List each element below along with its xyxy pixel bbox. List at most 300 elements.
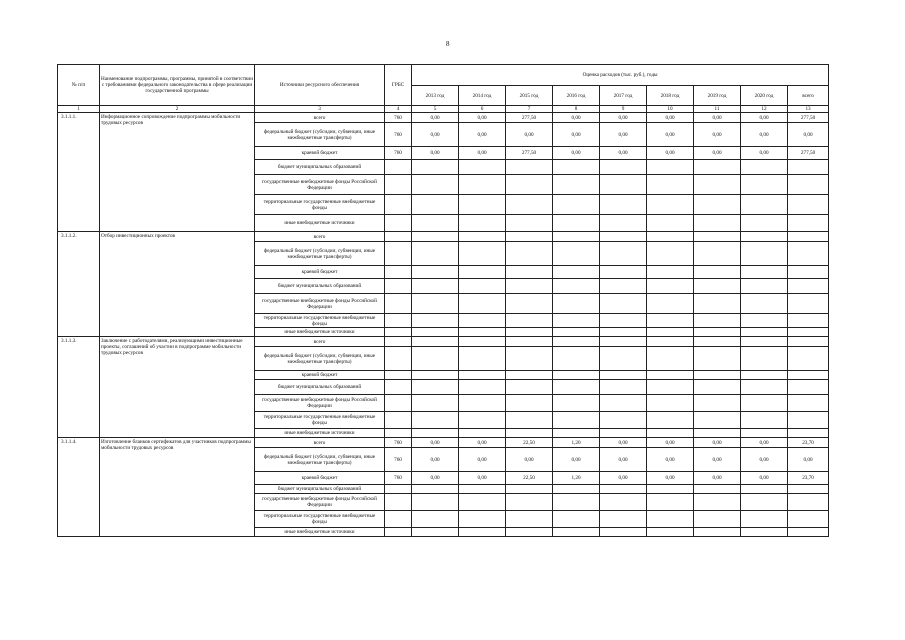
source-cell: федеральный бюджет (субсидии, субвенции, иные межбюджетные трансферты)	[255, 347, 385, 371]
grbs-cell	[385, 328, 412, 337]
value-cell	[459, 279, 506, 294]
value-cell	[741, 429, 788, 438]
header-index-cell: 8	[553, 106, 600, 113]
value-cell	[412, 347, 459, 371]
value-cell: 0,00	[459, 113, 506, 123]
header-index-cell: 4	[385, 106, 412, 113]
value-cell	[459, 175, 506, 195]
value-cell	[553, 494, 600, 511]
value-cell	[647, 215, 694, 232]
table-row	[58, 232, 829, 242]
value-cell	[600, 429, 647, 438]
grbs-cell	[385, 429, 412, 438]
grbs-cell	[385, 314, 412, 328]
section-name: Заключение с работодателями, реализующими инвестиционные проекты, соглашений об участии в подпрограмме мобильности трудовых ресурсов	[100, 337, 255, 438]
value-cell: 0,00	[647, 113, 694, 123]
value-cell	[412, 294, 459, 314]
value-cell	[741, 314, 788, 328]
value-cell	[459, 347, 506, 371]
header-index-cell: 2	[100, 106, 255, 113]
value-cell	[459, 215, 506, 232]
value-cell	[694, 160, 741, 175]
value-cell	[741, 412, 788, 429]
value-cell	[600, 337, 647, 347]
table-row	[58, 438, 829, 448]
value-cell: 0,00	[600, 438, 647, 448]
value-cell	[459, 395, 506, 412]
value-cell	[600, 347, 647, 371]
table-body	[58, 65, 829, 537]
value-cell: 0,00	[553, 123, 600, 147]
grbs-cell	[385, 242, 412, 266]
value-cell	[459, 314, 506, 328]
grbs-cell	[385, 279, 412, 294]
value-cell	[553, 215, 600, 232]
value-cell: 0,00	[506, 448, 553, 472]
source-cell: бюджет муниципальных образований	[255, 160, 385, 175]
value-cell	[741, 528, 788, 537]
value-cell: 277,50	[506, 147, 553, 160]
value-cell	[412, 175, 459, 195]
value-cell	[600, 195, 647, 215]
value-cell	[788, 314, 829, 328]
value-cell: 0,00	[459, 123, 506, 147]
value-cell	[741, 494, 788, 511]
source-cell: территориальные государственные внебюджетные фонды	[255, 511, 385, 528]
value-cell	[647, 429, 694, 438]
value-cell	[741, 511, 788, 528]
value-cell	[459, 429, 506, 438]
value-cell	[506, 232, 553, 242]
section-name: Отбор инвестиционных проектов	[100, 232, 255, 337]
value-cell	[788, 175, 829, 195]
grbs-cell	[385, 266, 412, 279]
header-index-cell: 5	[412, 106, 459, 113]
value-cell: 0,00	[647, 472, 694, 485]
value-cell	[459, 328, 506, 337]
source-cell: бюджет муниципальных образований	[255, 279, 385, 294]
value-cell	[459, 294, 506, 314]
value-cell	[788, 160, 829, 175]
section-name: Изготовление бланков сертификатов для участников подпрограммы мобильности трудовых ресурсов	[100, 438, 255, 537]
value-cell	[741, 347, 788, 371]
grbs-cell	[385, 380, 412, 395]
value-cell	[553, 337, 600, 347]
value-cell	[694, 528, 741, 537]
value-cell	[788, 429, 829, 438]
header-index-cell: 1	[58, 106, 100, 113]
value-cell	[412, 215, 459, 232]
value-cell	[506, 266, 553, 279]
source-cell: федеральный бюджет (субсидии, субвенции, иные межбюджетные трансферты)	[255, 448, 385, 472]
value-cell: 0,00	[412, 147, 459, 160]
value-cell	[412, 314, 459, 328]
value-cell	[506, 160, 553, 175]
value-cell	[600, 175, 647, 195]
value-cell	[412, 380, 459, 395]
value-cell	[600, 494, 647, 511]
value-cell: 0,00	[694, 448, 741, 472]
section-code: 3.1.1.3.	[58, 337, 100, 438]
value-cell	[600, 528, 647, 537]
value-cell	[600, 314, 647, 328]
value-cell	[788, 266, 829, 279]
value-cell	[553, 160, 600, 175]
grbs-cell	[385, 485, 412, 494]
value-cell: 23,70	[788, 472, 829, 485]
value-cell	[553, 314, 600, 328]
value-cell	[600, 485, 647, 494]
header-year: 2019 год	[694, 86, 741, 106]
value-cell	[694, 294, 741, 314]
value-cell	[741, 266, 788, 279]
source-cell: государственные внебюджетные фонды Российской Федерации	[255, 494, 385, 511]
value-cell	[412, 232, 459, 242]
value-cell: 0,00	[694, 113, 741, 123]
header-year: 2014 год	[459, 86, 506, 106]
value-cell	[741, 328, 788, 337]
value-cell	[647, 337, 694, 347]
value-cell: 0,00	[741, 448, 788, 472]
value-cell	[459, 266, 506, 279]
value-cell	[506, 412, 553, 429]
value-cell	[412, 511, 459, 528]
grbs-cell	[385, 412, 412, 429]
value-cell	[694, 371, 741, 380]
source-cell: территориальные государственные внебюджетные фонды	[255, 412, 385, 429]
value-cell	[694, 485, 741, 494]
table-row	[58, 113, 829, 123]
value-cell	[412, 429, 459, 438]
value-cell	[459, 232, 506, 242]
header-index-cell: 9	[600, 106, 647, 113]
value-cell	[647, 266, 694, 279]
grbs-cell	[385, 195, 412, 215]
value-cell	[553, 395, 600, 412]
value-cell	[600, 328, 647, 337]
value-cell	[506, 279, 553, 294]
value-cell	[553, 195, 600, 215]
value-cell	[506, 485, 553, 494]
value-cell	[694, 511, 741, 528]
value-cell	[741, 160, 788, 175]
value-cell	[741, 279, 788, 294]
table-row	[58, 337, 829, 347]
value-cell	[694, 242, 741, 266]
value-cell: 0,00	[553, 448, 600, 472]
source-cell: иные внебюджетные источники	[255, 215, 385, 232]
value-cell	[506, 494, 553, 511]
value-cell: 0,00	[741, 438, 788, 448]
value-cell	[647, 242, 694, 266]
value-cell: 0,00	[741, 123, 788, 147]
value-cell	[553, 511, 600, 528]
value-cell	[788, 511, 829, 528]
value-cell: 0,00	[741, 472, 788, 485]
source-cell: федеральный бюджет (субсидии, субвенции, иные межбюджетные трансферты)	[255, 242, 385, 266]
value-cell: 1,20	[553, 438, 600, 448]
value-cell	[553, 294, 600, 314]
value-cell	[553, 371, 600, 380]
value-cell	[553, 175, 600, 195]
value-cell	[412, 395, 459, 412]
value-cell	[506, 371, 553, 380]
value-cell	[788, 242, 829, 266]
page-number: 8	[446, 40, 450, 48]
value-cell	[694, 412, 741, 429]
source-cell: всего	[255, 113, 385, 123]
value-cell	[553, 412, 600, 429]
section-name: Информационное сопровождение подпрограммы мобильности трудовых ресурсов	[100, 113, 255, 232]
value-cell	[788, 294, 829, 314]
value-cell: 0,00	[459, 147, 506, 160]
value-cell	[459, 195, 506, 215]
grbs-cell: 760	[385, 438, 412, 448]
value-cell: 277,50	[506, 113, 553, 123]
value-cell	[788, 337, 829, 347]
grbs-cell	[385, 494, 412, 511]
value-cell	[506, 337, 553, 347]
value-cell	[553, 266, 600, 279]
grbs-cell	[385, 395, 412, 412]
value-cell	[600, 412, 647, 429]
value-cell	[694, 279, 741, 294]
value-cell	[412, 494, 459, 511]
value-cell	[694, 337, 741, 347]
value-cell	[459, 485, 506, 494]
header-year: 2018 год	[647, 86, 694, 106]
value-cell	[647, 380, 694, 395]
grbs-cell	[385, 160, 412, 175]
header-name: Наименование подпрограммы, программы, принятой в соответствии с требованиями федерального законодательства в сфере реализации государственной программы	[100, 65, 255, 106]
value-cell: 0,00	[788, 123, 829, 147]
grbs-cell	[385, 347, 412, 371]
value-cell	[647, 371, 694, 380]
value-cell	[694, 328, 741, 337]
header-index-row	[58, 106, 829, 113]
value-cell	[694, 314, 741, 328]
value-cell	[506, 195, 553, 215]
value-cell	[647, 485, 694, 494]
value-cell	[647, 279, 694, 294]
header-index-cell: 12	[741, 106, 788, 113]
value-cell	[741, 380, 788, 395]
value-cell	[741, 395, 788, 412]
value-cell	[694, 380, 741, 395]
value-cell	[600, 242, 647, 266]
value-cell	[600, 160, 647, 175]
value-cell: 0,00	[600, 113, 647, 123]
value-cell	[788, 380, 829, 395]
value-cell	[412, 328, 459, 337]
value-cell	[412, 485, 459, 494]
value-cell	[553, 485, 600, 494]
value-cell: 0,00	[412, 472, 459, 485]
value-cell	[788, 371, 829, 380]
value-cell	[647, 511, 694, 528]
value-cell	[459, 528, 506, 537]
value-cell	[459, 412, 506, 429]
source-cell: краевой бюджет	[255, 472, 385, 485]
header-index-cell: 11	[694, 106, 741, 113]
value-cell	[506, 429, 553, 438]
value-cell: 0,00	[412, 438, 459, 448]
value-cell	[788, 412, 829, 429]
header-grbs: ГРБС	[385, 65, 412, 106]
value-cell	[506, 380, 553, 395]
value-cell: 0,00	[647, 147, 694, 160]
value-cell	[694, 347, 741, 371]
value-cell: 0,00	[788, 448, 829, 472]
value-cell: 0,00	[741, 113, 788, 123]
source-cell: бюджет муниципальных образований	[255, 485, 385, 494]
value-cell	[600, 380, 647, 395]
value-cell	[647, 175, 694, 195]
value-cell: 0,00	[694, 123, 741, 147]
value-cell	[506, 347, 553, 371]
value-cell	[412, 195, 459, 215]
value-cell	[412, 242, 459, 266]
value-cell	[553, 232, 600, 242]
value-cell	[412, 528, 459, 537]
value-cell: 23,70	[788, 438, 829, 448]
source-cell: краевой бюджет	[255, 266, 385, 279]
source-cell: всего	[255, 232, 385, 242]
header-year: 2020 год	[741, 86, 788, 106]
value-cell	[694, 232, 741, 242]
value-cell	[694, 195, 741, 215]
grbs-cell: 760	[385, 123, 412, 147]
value-cell	[600, 215, 647, 232]
value-cell	[788, 494, 829, 511]
value-cell	[412, 337, 459, 347]
value-cell	[506, 175, 553, 195]
value-cell: 22,50	[506, 472, 553, 485]
grbs-cell	[385, 175, 412, 195]
grbs-cell	[385, 371, 412, 380]
value-cell	[788, 215, 829, 232]
value-cell	[788, 528, 829, 537]
source-cell: территориальные государственные внебюджетные фонды	[255, 195, 385, 215]
value-cell	[694, 429, 741, 438]
header-index-cell: 6	[459, 106, 506, 113]
value-cell: 0,00	[412, 448, 459, 472]
grbs-cell: 760	[385, 147, 412, 160]
value-cell	[741, 337, 788, 347]
header-index-cell: 13	[788, 106, 829, 113]
value-cell	[553, 429, 600, 438]
value-cell	[506, 395, 553, 412]
value-cell	[506, 328, 553, 337]
value-cell: 0,00	[741, 147, 788, 160]
value-cell: 0,00	[459, 448, 506, 472]
header-year: 2017 год	[600, 86, 647, 106]
value-cell: 1,20	[553, 472, 600, 485]
header-index-cell: 10	[647, 106, 694, 113]
source-cell: иные внебюджетные источники	[255, 328, 385, 337]
value-cell	[459, 160, 506, 175]
source-cell: всего	[255, 438, 385, 448]
budget-table	[57, 64, 829, 537]
value-cell	[553, 242, 600, 266]
grbs-cell	[385, 528, 412, 537]
value-cell	[506, 242, 553, 266]
header-estimate: Оценка расходов (тыс. руб.), годы	[412, 65, 829, 86]
value-cell: 0,00	[553, 147, 600, 160]
value-cell	[553, 279, 600, 294]
grbs-cell: 760	[385, 113, 412, 123]
value-cell: 0,00	[647, 438, 694, 448]
value-cell	[647, 528, 694, 537]
value-cell	[647, 232, 694, 242]
header-row-top	[58, 65, 829, 86]
source-cell: всего	[255, 337, 385, 347]
section-code: 3.1.1.1.	[58, 113, 100, 232]
header-index-cell: 7	[506, 106, 553, 113]
value-cell: 0,00	[600, 448, 647, 472]
value-cell	[694, 175, 741, 195]
grbs-cell: 760	[385, 472, 412, 485]
value-cell: 0,00	[647, 123, 694, 147]
value-cell	[600, 279, 647, 294]
value-cell	[694, 266, 741, 279]
value-cell	[694, 395, 741, 412]
value-cell: 0,00	[647, 448, 694, 472]
grbs-cell	[385, 337, 412, 347]
grbs-cell	[385, 511, 412, 528]
value-cell	[647, 314, 694, 328]
section-code: 3.1.1.4.	[58, 438, 100, 537]
value-cell	[459, 242, 506, 266]
header-year: 2013 год	[412, 86, 459, 106]
value-cell	[788, 232, 829, 242]
section-code: 3.1.1.2.	[58, 232, 100, 337]
value-cell	[600, 511, 647, 528]
value-cell	[788, 395, 829, 412]
header-year: 2015 год	[506, 86, 553, 106]
value-cell	[459, 380, 506, 395]
source-cell: краевой бюджет	[255, 371, 385, 380]
value-cell	[741, 175, 788, 195]
value-cell	[788, 485, 829, 494]
value-cell	[553, 347, 600, 371]
value-cell	[788, 328, 829, 337]
value-cell	[600, 395, 647, 412]
value-cell	[647, 160, 694, 175]
value-cell	[741, 195, 788, 215]
value-cell: 0,00	[459, 438, 506, 448]
value-cell	[553, 328, 600, 337]
value-cell	[506, 314, 553, 328]
source-cell: иные внебюджетные источники	[255, 429, 385, 438]
value-cell	[647, 412, 694, 429]
value-cell: 277,50	[788, 113, 829, 123]
value-cell: 0,00	[600, 123, 647, 147]
grbs-cell	[385, 215, 412, 232]
value-cell	[741, 485, 788, 494]
value-cell: 0,00	[600, 147, 647, 160]
value-cell	[459, 511, 506, 528]
value-cell	[600, 266, 647, 279]
value-cell	[459, 494, 506, 511]
value-cell	[506, 215, 553, 232]
value-cell	[600, 371, 647, 380]
header-year: 2016 год	[553, 86, 600, 106]
source-cell: государственные внебюджетные фонды Российской Федерации	[255, 395, 385, 412]
value-cell: 0,00	[412, 113, 459, 123]
value-cell	[741, 232, 788, 242]
header-index-cell: 3	[255, 106, 385, 113]
